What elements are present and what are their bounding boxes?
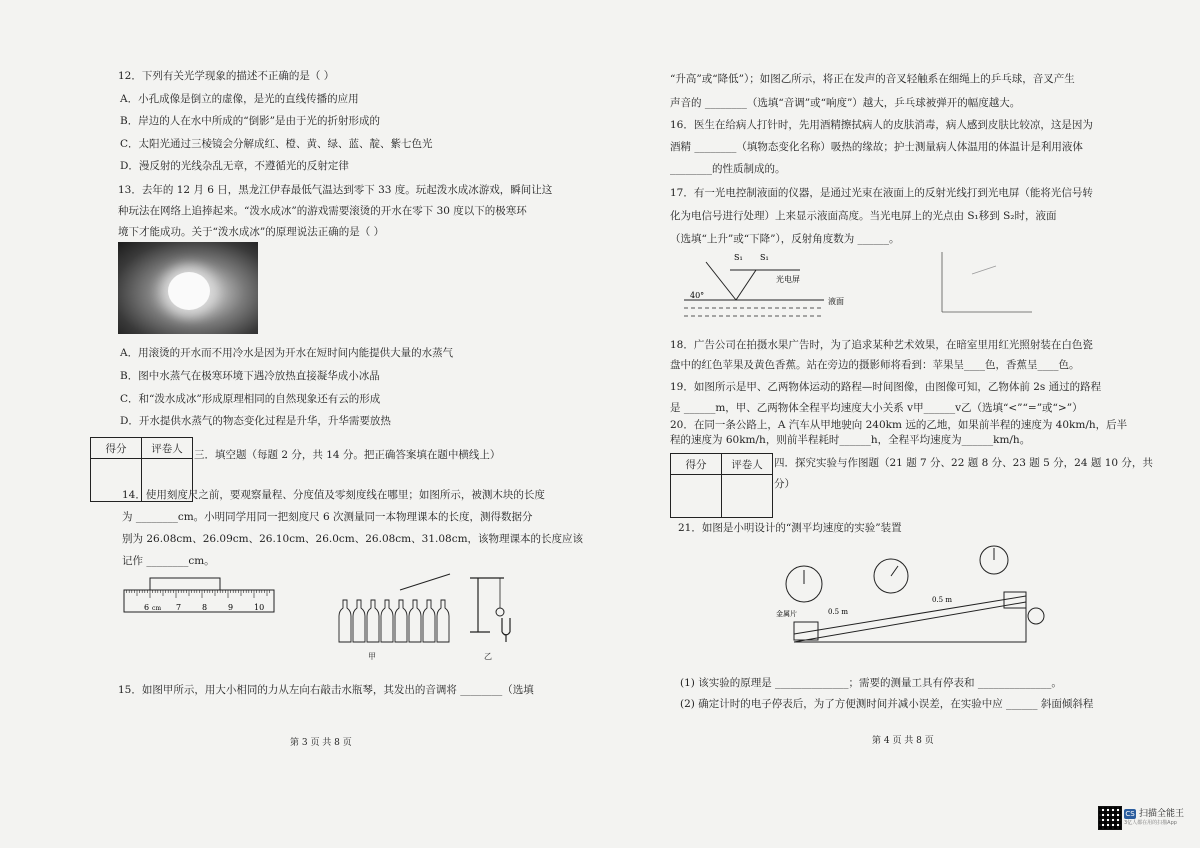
- ping-pong-ball: [496, 608, 504, 616]
- q16-line-3: ________的性质制成的。: [670, 163, 786, 175]
- q13-line-1: 13．去年的 12 月 6 日，黑龙江伊春最低气温达到零下 33 度。玩起泼水成冰游戏，瞬间让这: [118, 184, 553, 196]
- surface-label: 液面: [828, 297, 844, 306]
- right-page: [600, 0, 1200, 848]
- tuning-fork: [502, 618, 510, 642]
- q18-line-1: 18．广告公司在拍摄水果广告时，为了追求某种艺术效果，在暗室里用红光照射装在白色瓷: [670, 339, 1093, 351]
- distance-label-1: 0.5 m: [828, 608, 848, 616]
- grader-label: 评卷人: [722, 454, 773, 475]
- q15-stem: 15．如图甲所示，用大小相同的力从左向右敲击水瓶琴，其发出的音调将 ________（选填: [118, 684, 534, 696]
- water-bottle: [395, 600, 407, 642]
- point-s1: S₁: [734, 253, 743, 262]
- wood-block: [150, 578, 220, 590]
- q15-cont-line-2: 声音的 ________（选填“音调”或“响度”）越大，乒乓球被弹开的幅度越大。: [670, 97, 1021, 109]
- stopwatch: [980, 546, 1008, 574]
- q20-line-1: 20．在同一条公路上，A 汽车从甲地驶向 240km 远的乙地，如果前半程的速度为 40km/h，后半: [670, 419, 1128, 431]
- q17-line-3: （选填“上升”或“下降”），反射角度数为 ______。: [670, 233, 900, 245]
- section-4-heading-tail: 分）: [774, 478, 795, 490]
- q20-line-2: 程的速度为 60km/h，则前半程耗时______h，全程平均速度为______km/h。: [670, 434, 1031, 446]
- page-footer-4: 第 4 页 共 8 页: [872, 736, 934, 746]
- brand-subtitle: 3亿人都在用的扫描App: [1124, 820, 1177, 826]
- q13-line-2: 种玩法在网络上追捧起来。“泼水成冰”的游戏需要滚烫的开水在零下 30 度以下的极寒环: [118, 205, 527, 217]
- ruler-tick-label: 9: [228, 603, 234, 612]
- page-footer-3: 第 3 页 共 8 页: [290, 738, 352, 748]
- q12-option-a: A．小孔成像是倒立的虚像，是光的直线传播的应用: [120, 93, 359, 105]
- ruler-tick-label: 8: [202, 603, 208, 612]
- distance-time-graph: [936, 252, 1032, 318]
- brand-name: 扫描全能王: [1139, 809, 1185, 819]
- metal-plate-label: 金属片: [776, 610, 797, 618]
- scanner-watermark: [1124, 806, 1184, 826]
- camscanner-logo-icon: CS: [1125, 810, 1135, 818]
- q13-line-3: 境下才能成功。关于“泼水成冰”的原理说法正确的是（ ）: [118, 226, 385, 238]
- q14-line-4: 记作 ________cm。: [122, 555, 215, 567]
- q21-part-1: (1) 该实验的原理是 ______________；需要的测量工具有停表和 ______________。: [680, 677, 1062, 689]
- q15-cont-line-1: “升高”或“降低”）；如图乙所示，将正在发声的音叉轻触系在细绳上的乒乓球，音叉产生: [670, 73, 1075, 85]
- hammer-stick: [400, 574, 450, 590]
- water-bottles-figure: [336, 590, 456, 650]
- reflected-ray: [736, 270, 756, 300]
- q17-line-2: 化为电信号进行处理）上来显示液面高度。当光电屏上的光点由 S₁移到 S₂时，液面: [670, 210, 1057, 222]
- wooden-block: [1028, 608, 1044, 624]
- q17-line-1: 17．有一光电控制液面的仪器，是通过光束在液面上的反射光线打到光电屏（能将光信号转: [670, 187, 1093, 199]
- stopwatch: [874, 559, 908, 593]
- q13-option-b: B．图中水蒸气在极寒环境下遇冷放热直接凝华成小冰晶: [120, 370, 380, 382]
- q13-option-c: C．和“泼水成冰”形成原理相同的自然现象还有云的形成: [120, 393, 381, 405]
- qr-code: [1098, 806, 1122, 830]
- section-4-heading: 四．探究实验与作图题（21 题 7 分、22 题 8 分、23 题 5 分，24 题 10 分，共: [774, 457, 1153, 469]
- q18-line-2: 盘中的红色苹果及黄色香蕉。站在旁边的摄影师将看到：苹果呈____色，香蕉呈____色。: [670, 359, 1080, 371]
- q19-line-1: 19．如图所示是甲、乙两物体运动的路程—时间图像，由图像可知，乙物体前 2s 通过的路程: [670, 381, 1102, 393]
- graph-line: [972, 266, 996, 274]
- stopwatch: [786, 566, 822, 602]
- ruler-figure: [120, 576, 280, 616]
- ruler-tick-label: 7: [176, 603, 182, 612]
- water-bottle: [367, 600, 379, 642]
- q12-option-c: C．太阳光通过三棱镜会分解成红、橙、黄、绿、蓝、靛、紫七色光: [120, 138, 433, 150]
- score-table-right: [670, 453, 773, 518]
- screen-label: 光电屏: [776, 275, 800, 284]
- grader-cell: [722, 475, 773, 518]
- reflection-figure: [684, 250, 864, 330]
- score-label: 得分: [671, 454, 722, 475]
- water-bottles: [339, 600, 449, 642]
- q12-stem: 12．下列有关光学现象的描述不正确的是（ ）: [118, 70, 335, 82]
- grader-label: 评卷人: [142, 438, 193, 459]
- section-3-heading: 三．填空题（每题 2 分，共 14 分。把正确答案填在题中横线上）: [194, 449, 501, 461]
- water-bottle: [353, 600, 365, 642]
- q13-option-a: A．用滚烫的开水而不用冷水是因为开水在短时间内能提供大量的水蒸气: [120, 347, 454, 359]
- q14-line-2: 为 ________cm。小明同学用同一把刻度尺 6 次测量同一本物理课本的长度，测得数据分: [122, 511, 533, 523]
- incident-ray: [706, 262, 736, 300]
- ruler-tick-label: 10: [254, 603, 265, 612]
- q21-stem: 21．如图是小明设计的“测平均速度的实验”装置: [678, 522, 902, 534]
- score-cell: [671, 475, 722, 518]
- water-bottle: [409, 600, 421, 642]
- q16-line-2: 酒精 ________（填物态变化名称）吸热的缘故；护士测量病人体温用的体温计是利用液体: [670, 141, 1083, 153]
- ruler-unit: cm: [152, 605, 162, 612]
- ruler-ticks: [124, 590, 270, 598]
- angle-label: 40°: [690, 291, 705, 300]
- q14-line-1: 14．使用刻度尺之前，要观察量程、分度值及零刻度线在哪里；如图所示，被测木块的长度: [122, 489, 545, 501]
- q21-part-2: (2) 确定计时的电子停表后，为了方便测时间并减小误差，在实验中应 ______ 斜面倾斜程: [680, 698, 1094, 710]
- q16-line-1: 16．医生在给病人打针时，先用酒精擦拭病人的皮肤消毒，病人感到皮肤比较凉，这是因为: [670, 119, 1093, 131]
- q19-line-2: 是 ______m，甲、乙两物体全程平均速度大小关系 v甲______v乙（选填“<”“=”或“>”）: [670, 402, 1083, 414]
- q14-line-3: 别为 26.08cm、26.09cm、26.10cm、26.0cm、26.08cm、31.08cm，该物理课本的长度应该: [122, 533, 584, 545]
- ruler-tick-label: 6: [144, 603, 150, 612]
- point-s2: S₁: [760, 253, 769, 262]
- score-label: 得分: [91, 438, 142, 459]
- incline-apparatus-figure: [776, 540, 1048, 658]
- q12-option-d: D．漫反射的光线杂乱无章，不遵循光的反射定律: [120, 160, 349, 172]
- water-bottle: [437, 600, 449, 642]
- fig-label-b: 乙: [484, 652, 492, 661]
- q12-option-b: B．岸边的人在水中所成的“倒影”是由于光的折射形成的: [120, 115, 380, 127]
- water-bottle: [381, 600, 393, 642]
- water-bottle: [423, 600, 435, 642]
- tuning-fork-figure: [460, 578, 530, 648]
- splash-freeze-photo: [118, 242, 258, 334]
- fig-label-a: 甲: [368, 652, 376, 661]
- q13-option-d: D．开水提供水蒸气的物态变化过程是升华，升华需要放热: [120, 415, 391, 427]
- water-bottle: [339, 600, 351, 642]
- distance-label-2: 0.5 m: [932, 596, 952, 604]
